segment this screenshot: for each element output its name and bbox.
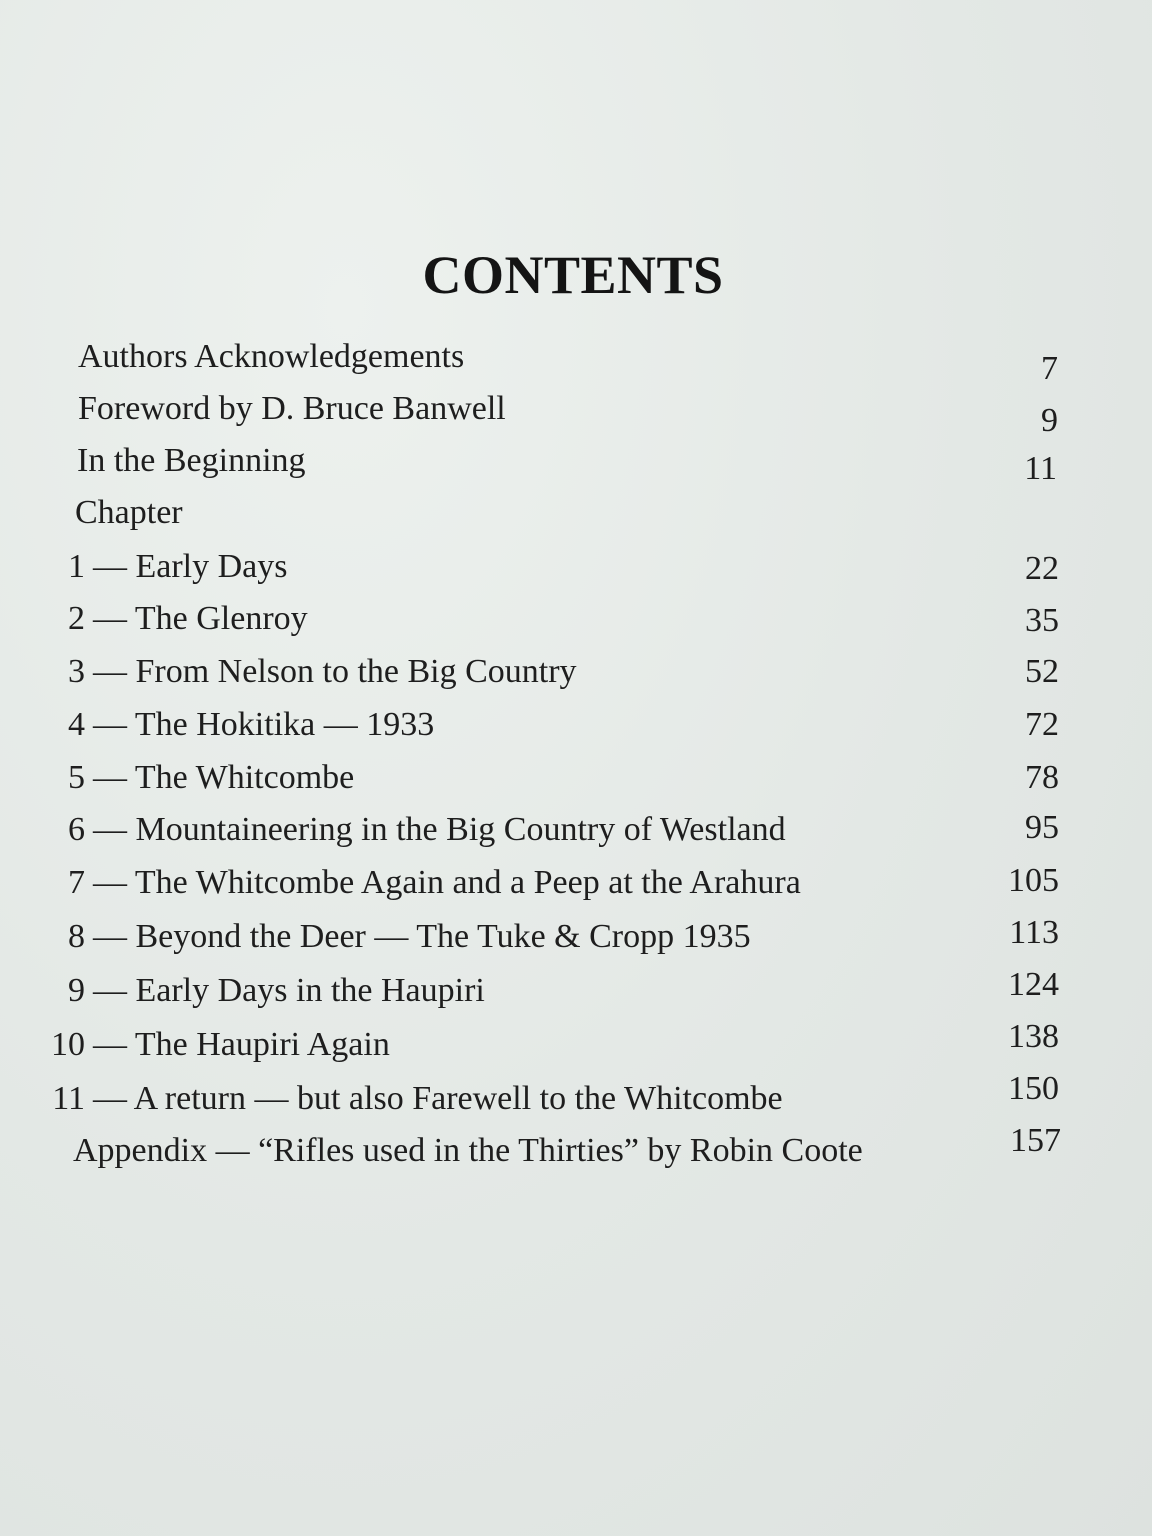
chapter-page: 124 — [1008, 966, 1059, 1003]
toc-chapter — [53, 596, 1059, 642]
chapter-page: 95 — [1025, 809, 1059, 846]
chapter-number: 8 — [68, 918, 85, 955]
toc-chapter — [53, 807, 1059, 853]
chapter-page: 105 — [1008, 862, 1059, 899]
toc-chapter — [53, 649, 1059, 695]
chapter-title: — The Hokitika — 1933 — [93, 706, 435, 743]
chapter-number: 7 — [68, 864, 85, 901]
toc-entry-label: In the Beginning — [77, 442, 306, 479]
toc-entry-page: 11 — [1024, 450, 1057, 487]
chapter-number: 4 — [68, 706, 85, 743]
chapter-title: — A return — but also Farewell to the Whitcombe — [93, 1080, 783, 1117]
chapter-page: 35 — [1025, 602, 1059, 639]
chapter-number: 1 — [68, 548, 85, 585]
toc-chapter — [53, 755, 1059, 801]
chapter-title: — Early Days — [93, 548, 288, 585]
chapter-title: — The Haupiri Again — [93, 1026, 390, 1063]
chapter-number: 6 — [68, 811, 85, 848]
chapter-page: 150 — [1008, 1070, 1059, 1107]
toc-appendix — [73, 1122, 1061, 1174]
chapter-title: — The Glenroy — [93, 600, 308, 637]
chapter-page: 22 — [1025, 550, 1059, 587]
toc-entry-page: 7 — [1041, 350, 1058, 387]
toc-chapter — [53, 702, 1059, 748]
chapter-title: — From Nelson to the Big Country — [93, 653, 577, 690]
toc-entry — [78, 334, 1058, 387]
toc-chapter — [53, 860, 1059, 906]
chapter-number: 10 — [51, 1026, 85, 1063]
toc-entry-label: Authors Acknowledgements — [78, 338, 465, 375]
toc-chapter — [37, 1070, 1059, 1122]
toc-chapter — [53, 544, 1059, 590]
toc-entry — [77, 438, 1057, 487]
toc-entry-label: Foreword by D. Bruce Banwell — [78, 390, 506, 427]
chapter-number: 5 — [68, 759, 85, 796]
chapter-page: 78 — [1025, 759, 1059, 796]
chapter-title: — The Whitcombe — [93, 759, 355, 796]
chapter-page: 72 — [1025, 706, 1059, 743]
chapter-number: 11 — [52, 1080, 85, 1117]
chapter-heading: Chapter — [75, 494, 183, 531]
chapter-title: — Early Days in the Haupiri — [93, 972, 485, 1009]
appendix-label: Appendix — “Rifles used in the Thirties” by Robin Coote — [73, 1132, 863, 1169]
chapter-number: 3 — [68, 653, 85, 690]
chapter-page: 52 — [1025, 653, 1059, 690]
toc-entry-page: 9 — [1041, 402, 1058, 439]
toc-chapter — [53, 914, 1059, 960]
toc-entry — [78, 386, 1058, 439]
chapter-number: 2 — [68, 600, 85, 637]
toc-chapter — [53, 968, 1059, 1014]
contents-title: CONTENTS — [422, 245, 724, 305]
chapter-page: 138 — [1008, 1018, 1059, 1055]
chapter-title: — Beyond the Deer — The Tuke & Cropp 1935 — [93, 918, 751, 955]
chapter-title: — The Whitcombe Again and a Peep at the Arahura — [93, 864, 801, 901]
toc-chapter — [37, 1018, 1059, 1068]
chapter-number: 9 — [68, 972, 85, 1009]
chapter-title: — Mountaineering in the Big Country of Westland — [93, 811, 786, 848]
chapter-page: 113 — [1009, 914, 1059, 951]
appendix-page: 157 — [1010, 1122, 1061, 1159]
